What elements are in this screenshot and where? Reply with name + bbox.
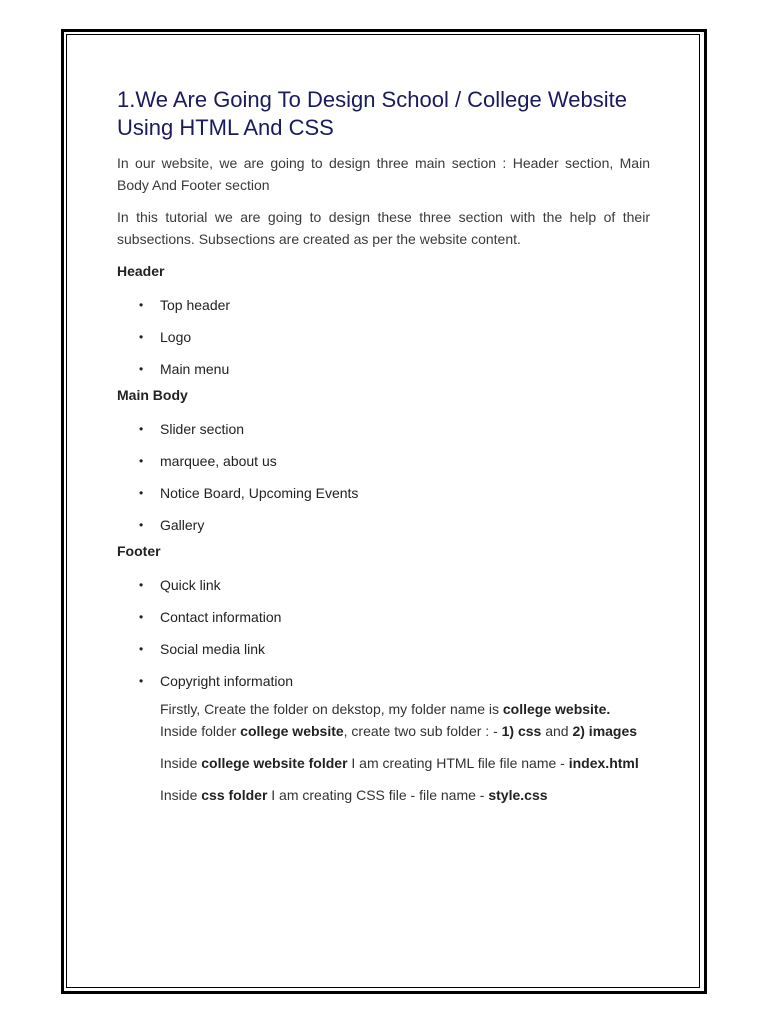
bullet-icon: • [139, 362, 144, 376]
list-item: • marquee, about us [160, 450, 650, 472]
html-file-instructions: Inside college website folder I am creating HTML file file name - index.html [160, 755, 639, 771]
main-body-list [117, 418, 650, 536]
section-heading-footer: Footer [117, 543, 161, 559]
bullet-icon: • [139, 578, 144, 592]
bullet-icon: • [139, 422, 144, 436]
css-file-instructions: Inside css folder I am creating CSS file - file name - style.css [160, 787, 548, 803]
list-item: • Main menu [160, 358, 650, 380]
list-item: • Notice Board, Upcoming Events [160, 482, 650, 504]
list-item: • Logo [160, 326, 650, 348]
folder-name: college website. [502, 701, 611, 717]
list-item: • Gallery [160, 514, 650, 536]
page-title: 1.We Are Going To Design School / College Website Using HTML And CSS [117, 87, 627, 140]
bullet-icon: • [139, 486, 144, 500]
list-item: • Quick link [160, 574, 650, 596]
subfolder-images: 2) images [572, 723, 638, 739]
folder-name: college website [240, 723, 344, 739]
header-list [117, 294, 650, 380]
intro-paragraph-2: In this tutorial we are going to design these three section with the help of their subsections. Subsections are created as per the website content. [117, 209, 650, 247]
list-item: • Social media link [160, 638, 650, 660]
folder-instructions: Firstly, Create the folder on dekstop, my folder name is college website. Inside folder college website, create two sub folder : - 1) css and 2) images [160, 701, 638, 739]
bullet-icon: • [139, 610, 144, 624]
intro-paragraph-1: In our website, we are going to design three main section : Header section, Main Body And Footer section [117, 155, 650, 193]
document-body [117, 86, 650, 816]
bullet-icon: • [139, 454, 144, 468]
bullet-icon: • [139, 298, 144, 312]
folder-name: css folder [201, 787, 268, 803]
folder-name: college website folder [201, 755, 348, 771]
subfolder-css: 1) css [501, 723, 542, 739]
bullet-icon: • [139, 674, 144, 688]
list-item: • Contact information [160, 606, 650, 628]
file-name-html: index.html [568, 755, 639, 771]
list-item: • Copyright information [160, 670, 650, 692]
bullet-icon: • [139, 330, 144, 344]
footer-list [117, 574, 650, 692]
file-name-css: style.css [488, 787, 548, 803]
bullet-icon: • [139, 642, 144, 656]
section-heading-main-body: Main Body [117, 387, 188, 403]
list-item: • Slider section [160, 418, 650, 440]
bullet-icon: • [139, 518, 144, 532]
list-item: • Top header [160, 294, 650, 316]
section-heading-header: Header [117, 263, 165, 279]
